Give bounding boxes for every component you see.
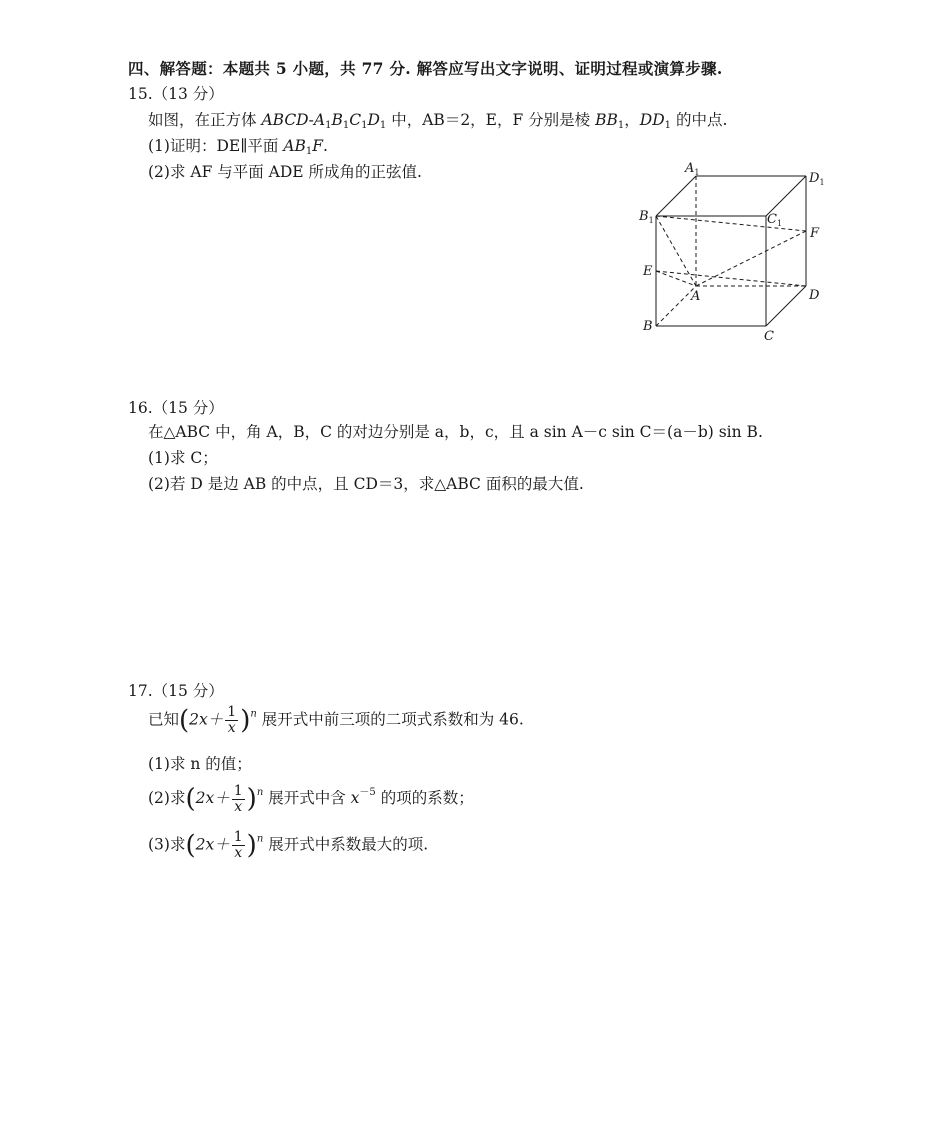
question-17-number: 17.（15 分） [128, 682, 224, 700]
label-a1: $A_1$ [685, 161, 700, 177]
question-15-stem: 如图，在正方体 ABCD-$A_1B_1C_1D_1$ 中，AB＝2，E，F 分别是棱 $BB_1$，$DD_1$ 的中点. [148, 111, 728, 131]
q15-part1-prefix: (1)证明： [148, 137, 217, 155]
question-17-stem: 已知(2x＋ $\frac{1}{x}$ )$^n$ 展开式中前三项的二项式系数和为 46. [148, 704, 524, 736]
question-17-part-3: (3)求(2x＋ $\frac{1}{x}$ )$^n$ 展开式中系数最大的项. [148, 829, 429, 861]
q17-stem-prefix: 已知 [148, 710, 180, 729]
fraction: $\frac{1}{x}$ [233, 782, 243, 815]
cube-diagram [636, 160, 836, 344]
label-f: F [810, 226, 820, 241]
edge-c1d1 [766, 176, 806, 216]
label-b1: $B_1$ [639, 209, 654, 225]
edge-cd [766, 286, 806, 326]
q17-expr-base: 2x＋ [189, 710, 224, 729]
q17-part3-suffix: 展开式中系数最大的项. [268, 835, 429, 854]
fraction: $\frac{1}{x}$ [227, 704, 237, 736]
segment-b1a [656, 216, 696, 286]
hidden-edge-ba [656, 286, 696, 326]
segment-af [696, 231, 806, 286]
q17-part2-suffix-a: 展开式中含 [268, 789, 346, 807]
edge-b1a1 [656, 176, 696, 216]
label-a: A [691, 289, 701, 304]
q17-part2-power: x [350, 789, 360, 807]
q17-expr-base: 2x＋ [195, 835, 230, 854]
q15-stem-condition: AB＝2，E，F 分别是棱 [422, 111, 591, 129]
question-15-number: 15.（13 分） [128, 85, 224, 103]
q17-part2-prefix: (2)求 [148, 789, 186, 807]
question-15-part-2: (2)求 AF 与平面 ADE 所成角的正弦值. [148, 163, 422, 181]
question-15-part-1: (1)证明：DE∥平面 $AB_1F$. [148, 137, 328, 157]
label-b: B [643, 319, 653, 334]
fraction: $\frac{1}{x}$ [233, 829, 243, 861]
q17-part2-suffix-b: 的项的系数； [380, 789, 474, 807]
q15-stem-prefix: 如图，在正方体 [148, 111, 257, 129]
cube-figure [636, 160, 836, 344]
section-heading: 四、解答题：本题共 5 小题，共 77 分. 解答应写出文字说明、证明过程或演算步骤. [128, 59, 723, 78]
q15-stem-middle: 中， [391, 111, 423, 129]
q17-stem-suffix: 展开式中前三项的二项式系数和为 46. [261, 710, 524, 729]
label-c1: $C_1$ [767, 212, 783, 228]
segment-ed [656, 271, 806, 286]
label-c: C [764, 329, 774, 344]
question-16-stem: 在△ABC 中，角 A，B，C 的对边分别是 a，b，c，且 a sin A－c sin C＝(a－b) sin B. [148, 423, 763, 441]
q17-part3-prefix: (3)求 [148, 835, 186, 854]
question-16-part-2: (2)若 D 是边 AB 的中点，且 CD＝3，求△ABC 面积的最大值. [148, 475, 584, 493]
question-16-number: 16.（15 分） [128, 399, 224, 417]
label-d: D [809, 288, 820, 303]
segment-b1f [656, 216, 806, 231]
label-d1: $D_1$ [809, 171, 825, 187]
question-17-part-1: (1)求 n 的值； [148, 755, 252, 773]
question-17-part-2: (2)求(2x＋ $\frac{1}{x}$ )$^n$ 展开式中含 $x^{-5}$ 的项的系数； [148, 782, 474, 815]
q17-expr-base: 2x＋ [195, 789, 230, 807]
q15-stem-suffix: 的中点. [675, 111, 728, 129]
question-16-part-1: (1)求 C； [148, 449, 218, 467]
label-e: E [643, 264, 653, 279]
q15-part1-body: DE∥平面 [216, 137, 279, 155]
segment-ea [656, 271, 696, 286]
